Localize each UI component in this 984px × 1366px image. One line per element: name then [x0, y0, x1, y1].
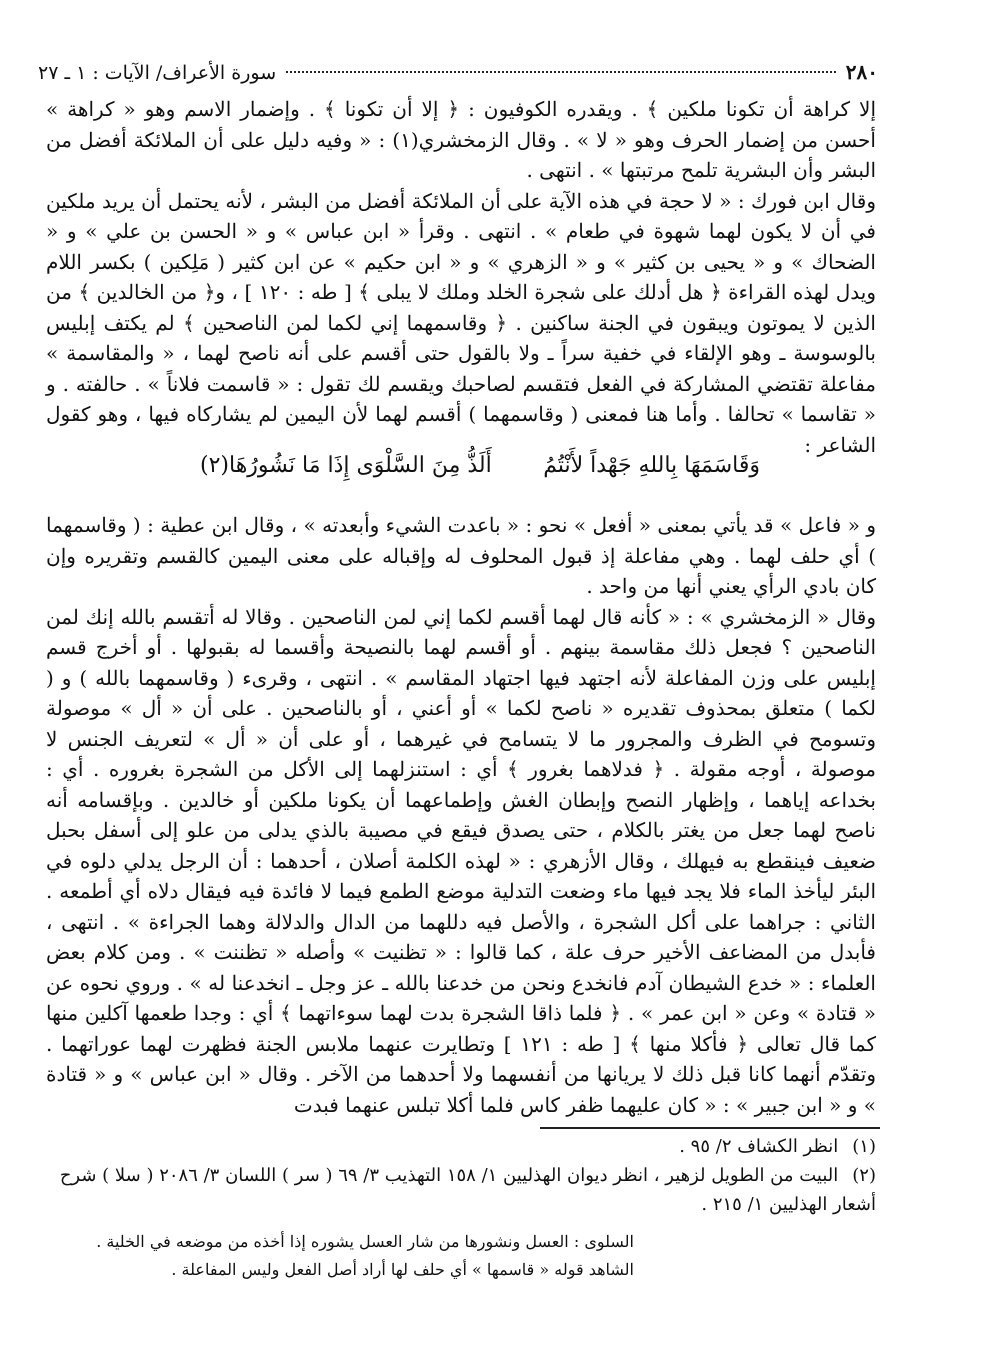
body-text-top: [46, 94, 876, 460]
paragraph: وقال ابن فورك : « لا حجة في هذه الآية على أن الملائكة أفضل من البشر ، لأنه يحتمل أن يريد ملكين في أن لا يكون لهما شهوة في طعام » . انتهى . وقرأ « ابن عباس » و « الحسن بن علي » و « الضحاك » و « يحيى بن كثير » و « الزهري » و « ابن حكيم » عن ابن كثير ( مَلِكين ) بكسر اللام ويدل لهذه القراءة ﴿ هل أدلك على شجرة الخلد وملك لا يبلى ﴾ [ طه : ١٢٠ ] ، و﴿ من الخالدين ﴾ من الذين لا يموتون ويبقون في الجنة ساكنين . ﴿ وقاسمهما إني لكما لمن الناصحين ﴾ لم يكتف إبليس بالوسوسة ـ وهو الإلقاء في خفية سراً ـ ولا بالقول حتى أقسم على أنه ناصح لهما ، « والمقاسمة » مفاعلة تقتضي المشاركة في الفعل فتقسم لصاحبك ويقسم لك تقول : « قاسمت فلاناً » . حالفته . و « تقاسما » تحالفا . وأما هنا فمعنى ( وقاسمهما ) أقسم لهما لأن اليمين لم يشاركاه فيها ، وهو كقول الشاعر :: [46, 188, 876, 457]
verse-right-hemistich: وَقَاسَمَهَا بِاللهِ جَهْداً لأَنْتُمُ: [543, 453, 760, 478]
paragraph: وقال « الزمخشري » : « كأنه قال لهما أقسم لكما إني لمن الناصحين . وقالا له أتقسم بالله إنك لمن الناصحين ؟ فجعل ذلك مقاسمة بينهم . أو أقسم لهما بالنصيحة وأقسما له بقبولها . أو أخرج قسم إبليس على وزن المفاعلة لأنه اجتهد فيها اجتهاد المقاسم » . انتهى ، وقرىء ( وقاسمهما بالله ) و ( لكما ) متعلق بمحذوف تقديره « ناصح لكما » أو أعني ، أو بالناصحين . على أن « أل » موصولة وتسومح في الظرف والمجرور ما لا يتسامح في غيرهما ، أو على أن « أل » لتعريف الجنس لا موصولة ، أوجه مقولة . ﴿ فدلاهما بغرور ﴾ أي : استنزلهما إلى الأكل من الشجرة بغروره . أي : بخداعه إياهما ، وإظهار النصح وإبطان الغش وإطماعهما أن يكونا ملكين أو خالدين . وبإقسامه أنه ناصح لهما جعل من يغتر بالكلام ، حتى يصدق فيقع في مصيبة بالذي يدلى من علو إلى أسفل بحبل ضعيف فينقطع به فيهلك ، وقال الأزهري : « لهذه الكلمة أصلان ، أحدهما : أن الرجل يدلي دلوه في البئر ليأخذ الماء فلا يجد فيها ماء وضعت التدلية موضع الطمع فيما لا فائدة فيه فيقال دلاه أي أطمعه . الثاني : جراهما على أكل الشجرة ، والأصل فيه دللهما من الدال والدلالة وهما الجراءة » . انتهى ، فأبدل من المضاعف الأخير حرف علة ، كما قالوا : « تظنيت » وأصله « تظننت » . ومن كلام بعض العلماء : « خدع الشيطان آدم فانخدع ونحن من خدعنا بالله ـ عز وجل ـ انخدعنا له » . وروي نحوه عن « قتادة » وعن « ابن عمر » . ﴿ فلما ذاقا الشجرة بدت لهما سوءاتهما ﴾ أي : وجدا طعمها آكلين منها كما قال تعالى ﴿ فأكلا منها ﴾ [ طه : ١٢١ ] وتطايرت عنهما ملابس الجنة فظهرت لهما عوراتهما . وتقدّم أنهما كانا قبل ذلك لا يريانها من أنفسهما ولا أحدهما من الآخر . وقال « ابن عباس » و « قتادة » و « ابن جبير » : « كان عليهما ظفر كاس فلما أكلا تبلس عنهما فبدت: [46, 604, 877, 1117]
page-number: ٢٨٠: [845, 60, 878, 84]
footnote-glosses: [74, 1228, 634, 1284]
footnote-text: البيت من الطويل لزهير ، انظر ديوان الهذليين ١/ ١٥٨ التهذيب ٣/ ٦٩ ( سر ) اللسان ٣/ ٢٠٨٦ ( سلا ) شرح أشعار الهذليين ١/ ٢١٥ .: [59, 1165, 876, 1215]
verse-left-hemistich: أَلَذُّ مِنَ السَّلْوَى إِذَا مَا نَشُورُهَا(٢): [200, 453, 492, 478]
footnote-number: (٢): [852, 1165, 876, 1186]
poetry-verse: [200, 446, 760, 486]
paragraph: و « فاعل » قد يأتي بمعنى « أفعل » نحو : « باعدت الشيء وأبعدته » ، وقال ابن عطية : ( وقاسمهما ) أي حلف لهما . وهي مفاعلة إذ قبول المحلوف له وإقباله على معنى اليمين كالقسم وتقريره وإن كان بادي الرأي يعني أنها من واحد .: [46, 513, 876, 598]
body-text-bottom: [46, 510, 876, 1120]
gloss-line: الشاهد قوله « قاسمها » أي حلف لها أراد أصل الفعل وليس المفاعلة .: [171, 1260, 634, 1279]
footnote: [46, 1132, 876, 1161]
footnote-text: انظر الكشاف ٢/ ٩٥ .: [679, 1136, 839, 1157]
footnote: [46, 1161, 876, 1219]
paragraph: إلا كراهة أن تكونا ملكين ﴾ . ويقدره الكوفيون : ﴿ إلا أن تكونا ﴾ . وإضمار الاسم وهو « كراهة » أحسن من إضمار الحرف وهو « لا » . وقال الزمخشري(١) : « وفيه دليل على أن الملائكة أفضل من البشر وأن البشرية تلمح مرتبتها » . انتهى .: [46, 97, 876, 182]
footnote-number: (١): [852, 1136, 876, 1157]
footnotes: [46, 1132, 876, 1219]
header-dotted-leader: [286, 71, 836, 73]
surah-title: سورة الأعراف/ الآيات : ١ ـ ٢٧: [38, 62, 277, 84]
gloss-line: السلوى : العسل ونشورها من شار العسل يشوره إذا أخذه من موضعه في الخلية .: [96, 1232, 634, 1251]
footnote-separator: [540, 1127, 880, 1129]
running-header: [38, 58, 878, 86]
